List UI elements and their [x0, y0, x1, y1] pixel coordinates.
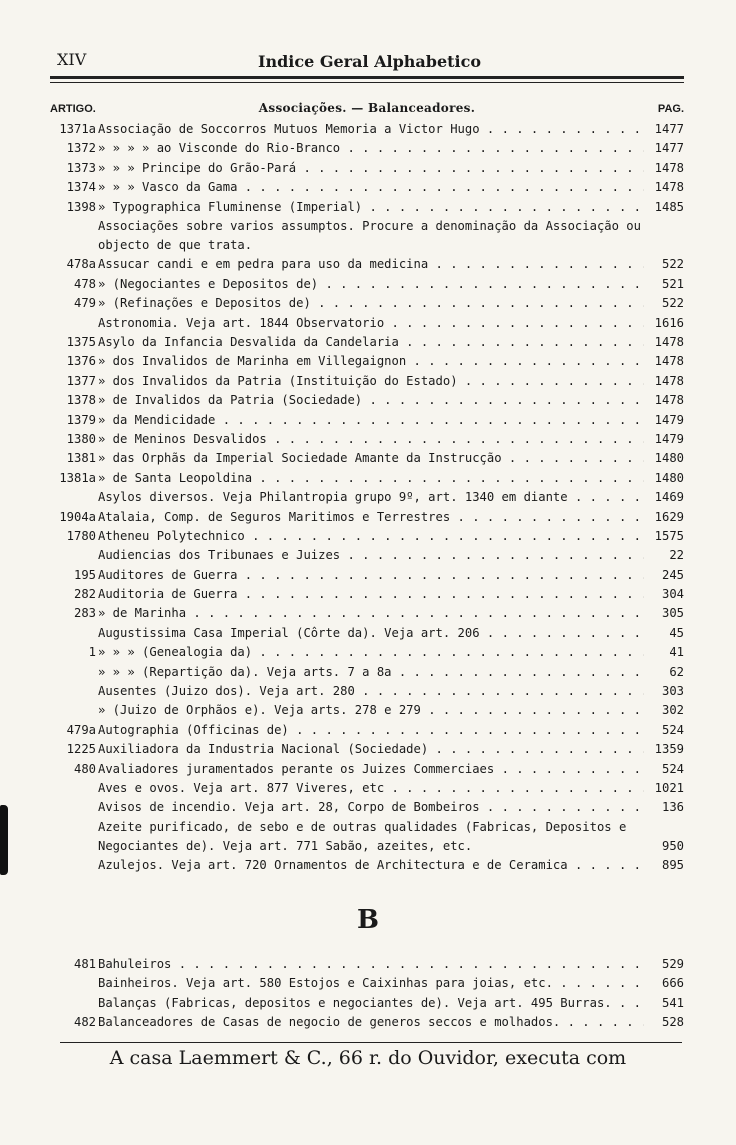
entry-text: » de Invalidos da Patria (Sociedade) . . .	[98, 391, 644, 410]
entry-page-number: 541	[661, 995, 684, 1010]
entry-text: » » » » ao Visconde do Rio-Branco . . .	[98, 139, 644, 158]
index-entry	[50, 643, 686, 662]
index-entry	[50, 955, 686, 974]
index-entry	[50, 1013, 686, 1032]
entry-page-number: 524	[661, 722, 684, 737]
entry-page-number: 303	[661, 684, 684, 699]
entry-page-number: 1480	[654, 470, 684, 485]
entry-page-number: 1478	[654, 354, 684, 369]
index-entry	[50, 372, 686, 391]
section-heading: Associações. — Balanceadores.	[258, 101, 476, 115]
entry-article-number: 1	[88, 645, 96, 660]
entry-text: » (Refinações e Depositos de) . . .	[98, 294, 644, 313]
entry-text: » » » Principe do Grão-Pará . . .	[98, 159, 644, 178]
entry-article-number: 1374	[66, 180, 96, 195]
index-entry	[50, 566, 686, 585]
index-entry	[50, 275, 686, 294]
entry-text: Associação de Soccorros Mutuos Memoria a Victor Hugo . . .	[98, 120, 644, 139]
entry-article-number: 195	[73, 567, 96, 582]
entry-page-number: 304	[661, 587, 684, 602]
entry-page-number: 1477	[654, 122, 684, 136]
header-rule-thin	[50, 82, 684, 83]
entry-article-number: 1780	[66, 528, 96, 543]
entry-text: » » » Vasco da Gama . . .	[98, 178, 644, 197]
entry-article-number: 1377	[66, 373, 96, 388]
index-entry	[50, 139, 686, 158]
entry-text: Astronomia. Veja art. 1844 Observatorio . . .	[98, 314, 644, 333]
entry-text: Auditores de Guerra . . .	[98, 566, 644, 585]
entry-page-number: 62	[669, 664, 684, 679]
entry-text: » dos Invalidos de Marinha em Villegaignon . . .	[98, 352, 644, 371]
entry-text: Atalaia, Comp. de Seguros Maritimos e Terrestres . . .	[98, 508, 644, 527]
entry-text: » (Negociantes e Depositos de) . . .	[98, 275, 644, 294]
entry-page-number: 1616	[654, 315, 684, 330]
index-entry	[50, 449, 686, 468]
index-entry	[50, 663, 686, 682]
entry-article-number: 1378	[66, 393, 96, 408]
entry-article-number: 1372	[66, 141, 96, 156]
entry-text: » de Marinha . . .	[98, 604, 644, 623]
entry-article-number: 482	[73, 1015, 96, 1030]
entry-page-number: 1479	[654, 431, 684, 446]
page-header	[57, 50, 682, 76]
entry-page-number: 136	[661, 800, 684, 815]
index-entry	[50, 994, 686, 1013]
entry-text: Auxiliadora da Industria Nacional (Sociedade) . . .	[98, 740, 644, 759]
entry-article-number: 1398	[66, 199, 96, 214]
entry-text: Augustissima Casa Imperial (Côrte da). Veja art. 206 . . .	[98, 624, 644, 643]
entry-page-number: 528	[661, 1015, 684, 1030]
index-entry	[50, 974, 686, 993]
index-entry	[50, 624, 686, 643]
index-entry	[50, 585, 686, 604]
entry-article-number: 1225	[66, 742, 96, 757]
index-entry	[50, 798, 686, 817]
entry-article-number: 479	[73, 296, 96, 311]
index-entry	[50, 120, 686, 139]
entry-page-number: 1485	[654, 199, 684, 214]
index-entry	[50, 721, 686, 740]
entry-article-number: 1376	[66, 354, 96, 369]
entry-page-number: 45	[669, 625, 684, 640]
entry-article-number: 1379	[66, 412, 96, 427]
entry-article-number: 1380	[66, 431, 96, 446]
entry-page-number: 521	[661, 276, 684, 291]
binding-mark	[0, 805, 8, 875]
entry-page-number: 524	[661, 761, 684, 776]
entry-text: Atheneu Polytechnico . . .	[98, 527, 644, 546]
index-entries-b	[50, 955, 686, 1033]
entry-page-number: 1629	[654, 509, 684, 524]
index-entry	[50, 779, 686, 798]
entry-text: Audiencias dos Tribunaes e Juizes . . .	[98, 546, 644, 565]
entry-text: » da Mendicidade . . .	[98, 411, 644, 430]
entry-article-number: 481	[73, 957, 96, 971]
index-entry	[50, 333, 686, 352]
index-entry	[50, 701, 686, 720]
entry-text: » de Santa Leopoldina . . .	[98, 469, 644, 488]
entry-page-number: 1575	[654, 528, 684, 543]
entry-article-number: 478a	[66, 257, 96, 272]
entry-page-number: 1477	[654, 141, 684, 156]
index-entry	[50, 314, 686, 333]
artigo-column-header: ARTIGO.	[50, 103, 96, 115]
entry-article-number: 1381a	[59, 470, 96, 485]
entry-text: Autographia (Officinas de) . . .	[98, 721, 644, 740]
index-entry	[50, 469, 686, 488]
index-entry	[50, 508, 686, 527]
pag-column-header: PAG.	[657, 103, 684, 115]
section-letter-b: B	[357, 905, 379, 935]
entry-page-number: 522	[661, 296, 684, 311]
entry-page-number: 522	[661, 257, 684, 272]
entry-text: Aves e ovos. Veja art. 877 Viveres, etc . . .	[98, 779, 644, 798]
entry-page-number: 1478	[654, 393, 684, 408]
index-entry	[50, 159, 686, 178]
entry-article-number: 1373	[66, 160, 96, 175]
entry-page-number: 1359	[654, 742, 684, 757]
index-entry	[50, 430, 686, 449]
entry-page-number: 1469	[654, 490, 684, 505]
entry-article-number: 1904a	[59, 509, 96, 524]
index-entry	[50, 411, 686, 430]
entry-page-number: 1479	[654, 412, 684, 427]
entry-text: Azulejos. Veja art. 720 Ornamentos de Architectura e de Ceramica . . .	[98, 856, 644, 875]
index-entry	[50, 217, 686, 256]
entry-text: » » » (Repartição da). Veja arts. 7 a 8a . . .	[98, 663, 644, 682]
entry-article-number: 480	[73, 761, 96, 776]
entry-text: » das Orphãs da Imperial Sociedade Amante da Instrucção . . .	[98, 449, 644, 468]
entry-page-number: 895	[661, 858, 684, 873]
index-entries-a	[50, 120, 686, 876]
page-number: XIV	[57, 50, 87, 69]
entry-article-number: 1381	[66, 451, 96, 466]
entry-page-number: 1478	[654, 160, 684, 175]
index-entry	[50, 255, 686, 274]
index-entry	[50, 178, 686, 197]
header-rule-thick	[50, 76, 684, 79]
entry-text: Balanceadores de Casas de negocio de generos seccos e molhados. . . .	[98, 1013, 644, 1032]
entry-page-number: 1478	[654, 335, 684, 350]
index-entry	[50, 604, 686, 623]
entry-page-number: 666	[661, 976, 684, 991]
index-entry	[50, 682, 686, 701]
index-entry	[50, 488, 686, 507]
entry-page-number: 302	[661, 703, 684, 718]
entry-text: Ausentes (Juizo dos). Veja art. 280 . . .	[98, 682, 644, 701]
entry-page-number: 1480	[654, 451, 684, 466]
entry-page-number: 41	[669, 645, 684, 660]
index-entry	[50, 391, 686, 410]
index-entry	[50, 818, 686, 857]
entry-page-number: 529	[661, 957, 684, 971]
entry-page-number: 1478	[654, 180, 684, 195]
entry-text: Asylo da Infancia Desvalida da Candelaria . . .	[98, 333, 644, 352]
entry-text: Bainheiros. Veja art. 580 Estojos e Caixinhas para joias, etc. . . .	[98, 974, 644, 993]
entry-text: Azeite purificado, de sebo e de outras qualidades (Fabricas, Depositos e Negociantes de). Veja art. 771 Sabão, azeites, etc.	[98, 819, 627, 853]
entry-text: » de Meninos Desvalidos . . .	[98, 430, 644, 449]
entry-text: » » » (Genealogia da) . . .	[98, 643, 644, 662]
index-entry	[50, 546, 686, 565]
entry-article-number: 1371a	[59, 122, 96, 136]
entry-page-number: 22	[669, 548, 684, 563]
index-entry	[50, 856, 686, 875]
entry-page-number: 1478	[654, 373, 684, 388]
entry-text: Bahuleiros . . .	[98, 955, 644, 974]
entry-article-number: 479a	[66, 722, 96, 737]
index-entry	[50, 198, 686, 217]
entry-article-number: 282	[73, 587, 96, 602]
entry-text: Associações sobre varios assumptos. Procure a denominação da Associação ou objecto de que trata.	[98, 218, 641, 252]
index-entry	[50, 294, 686, 313]
entry-text: » (Juizo de Orphãos e). Veja arts. 278 e 279 . . .	[98, 701, 644, 720]
entry-text: Assucar candi e em pedra para uso da medicina . . .	[98, 255, 644, 274]
index-entry	[50, 352, 686, 371]
entry-text: Balanças (Fabricas, depositos e negociantes de). Veja art. 495 Burras. . . .	[98, 994, 644, 1013]
entry-text: » dos Invalidos da Patria (Instituição do Estado) . . .	[98, 372, 644, 391]
entry-text: Avaliadores juramentados perante os Juizes Commerciaes . . .	[98, 760, 644, 779]
entry-page-number: 305	[661, 606, 684, 621]
entry-text: Auditoria de Guerra . . .	[98, 585, 644, 604]
entry-page-number: 245	[661, 567, 684, 582]
entry-page-number: 1021	[654, 781, 684, 795]
column-headers	[50, 101, 684, 119]
footer-rule	[60, 1042, 682, 1043]
footer-advert: A casa Laemmert & C., 66 r. do Ouvidor, executa com	[109, 1047, 627, 1069]
page-title: Indice Geral Alphabetico	[257, 52, 482, 71]
entry-page-number: 950	[661, 838, 684, 853]
entry-article-number: 478	[73, 276, 96, 291]
entry-text: Asylos diversos. Veja Philantropia grupo 9º, art. 1340 em diante . . .	[98, 488, 644, 507]
index-entry	[50, 760, 686, 779]
index-entry	[50, 740, 686, 759]
entry-text: Avisos de incendio. Veja art. 28, Corpo de Bombeiros . . .	[98, 798, 644, 817]
entry-article-number: 1375	[66, 335, 96, 350]
entry-text: » Typographica Fluminense (Imperial) . . .	[98, 198, 644, 217]
entry-article-number: 283	[73, 606, 96, 621]
index-entry	[50, 527, 686, 546]
